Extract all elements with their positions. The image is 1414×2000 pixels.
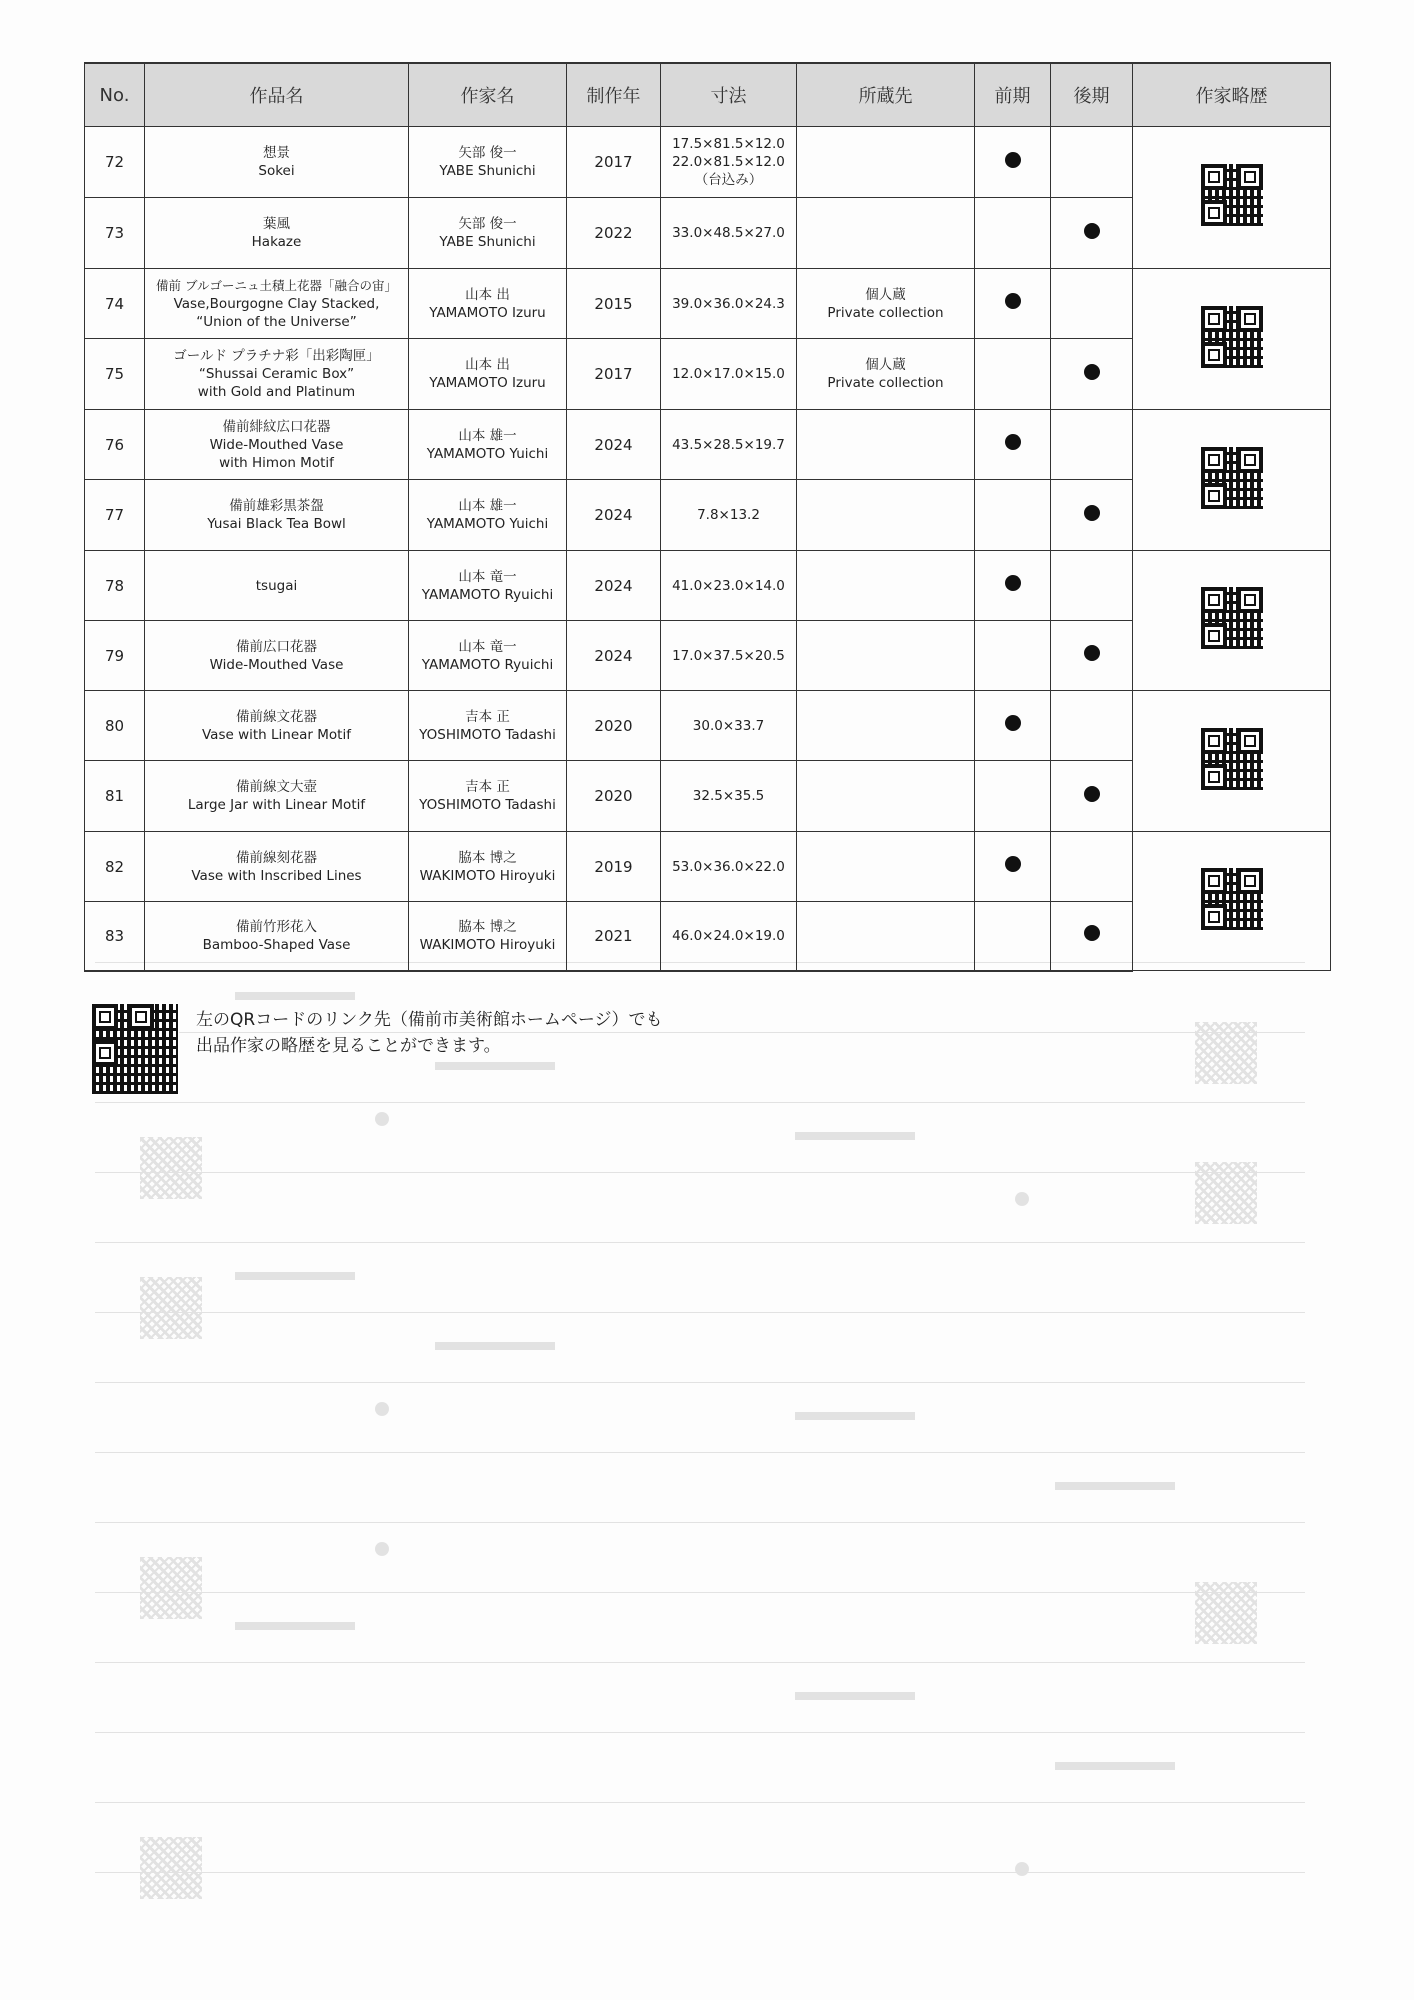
work-title <box>145 832 409 902</box>
title-en: Large Jar with Linear Motif <box>187 797 366 813</box>
work-title <box>145 127 409 198</box>
first-period-mark <box>975 269 1051 339</box>
owner-en: Private collection <box>827 304 944 321</box>
first-period-mark <box>975 198 1051 269</box>
table-row <box>85 410 1331 480</box>
works-table <box>84 62 1331 972</box>
dimensions-line: 22.0×81.5×12.0 <box>672 154 785 170</box>
qr-code-icon[interactable] <box>1201 164 1263 226</box>
artist-en: YAMAMOTO Izuru <box>429 304 546 321</box>
artist-en: WAKIMOTO Hiroyuki <box>419 867 556 884</box>
title-en: Sokei <box>258 163 295 179</box>
artist-bio-qr[interactable] <box>1133 832 1331 971</box>
owner <box>797 198 975 269</box>
qr-code-icon[interactable] <box>1201 868 1263 930</box>
second-period-mark <box>1051 691 1133 761</box>
header-second-period: 後期 <box>1051 63 1133 127</box>
artist-en: YAMAMOTO Izuru <box>429 375 546 391</box>
artist-en: YOSHIMOTO Tadashi <box>419 797 556 813</box>
exhibited-dot-icon <box>1084 364 1100 380</box>
owner <box>797 339 975 410</box>
second-period-mark <box>1051 551 1133 621</box>
artist-en: WAKIMOTO Hiroyuki <box>419 936 556 953</box>
artist-bio-qr[interactable] <box>1133 551 1331 691</box>
artist-name <box>409 621 567 691</box>
artist-ja: 山本 出 <box>465 286 510 303</box>
artist-name <box>409 410 567 480</box>
exhibited-dot-icon <box>1084 645 1100 661</box>
row-number: 83 <box>85 902 145 971</box>
second-period-mark <box>1051 127 1133 198</box>
artist-name <box>409 902 567 971</box>
table-row <box>85 269 1331 339</box>
year: 2020 <box>567 691 661 761</box>
year: 2024 <box>567 551 661 621</box>
qr-code-icon[interactable] <box>92 1004 178 1094</box>
year: 2015 <box>567 269 661 339</box>
dimensions: 33.0×48.5×27.0 <box>661 198 797 269</box>
exhibited-dot-icon <box>1005 434 1021 450</box>
artist-name <box>409 480 567 551</box>
artist-name <box>409 761 567 832</box>
year: 2017 <box>567 339 661 410</box>
exhibited-dot-icon <box>1005 152 1021 168</box>
row-number: 72 <box>85 127 145 198</box>
title-en: Wide-Mouthed Vase <box>209 436 344 453</box>
owner <box>797 551 975 621</box>
work-title <box>145 269 409 339</box>
second-period-mark <box>1051 621 1133 691</box>
artist-name <box>409 198 567 269</box>
year: 2024 <box>567 621 661 691</box>
artist-en: YABE Shunichi <box>439 163 536 179</box>
owner <box>797 761 975 832</box>
row-number: 73 <box>85 198 145 269</box>
artist-en: YOSHIMOTO Tadashi <box>419 726 556 743</box>
dimensions: 46.0×24.0×19.0 <box>661 902 797 971</box>
year: 2017 <box>567 127 661 198</box>
header-artist-bio: 作家略歴 <box>1133 63 1331 127</box>
artist-en: YAMAMOTO Yuichi <box>426 445 549 462</box>
dimensions-note: （台込み） <box>694 172 763 188</box>
year: 2024 <box>567 480 661 551</box>
artist-bio-qr[interactable] <box>1133 410 1331 551</box>
year: 2019 <box>567 832 661 902</box>
artist-ja: 脇本 博之 <box>458 918 517 935</box>
qr-code-icon[interactable] <box>1201 587 1263 649</box>
dimensions: 12.0×17.0×15.0 <box>661 339 797 410</box>
dimensions: 39.0×36.0×24.3 <box>661 269 797 339</box>
year: 2020 <box>567 761 661 832</box>
header-size: 寸法 <box>661 63 797 127</box>
artist-ja: 矢部 俊一 <box>458 145 517 161</box>
dimensions <box>661 127 797 198</box>
artist-en: YABE Shunichi <box>439 234 536 250</box>
artist-ja: 山本 雄一 <box>458 427 517 444</box>
title-en: Yusai Black Tea Bowl <box>207 516 346 532</box>
artist-name <box>409 127 567 198</box>
title-en: Wide-Mouthed Vase <box>209 656 344 673</box>
first-period-mark <box>975 691 1051 761</box>
dimensions: 7.8×13.2 <box>661 480 797 551</box>
row-number: 78 <box>85 551 145 621</box>
artist-en: YAMAMOTO Ryuichi <box>421 586 554 603</box>
dimensions-line: 17.5×81.5×12.0 <box>672 136 785 152</box>
qr-code-icon[interactable] <box>1201 306 1263 368</box>
table-row <box>85 127 1331 198</box>
title-en: with Gold and Platinum <box>197 384 356 400</box>
owner <box>797 410 975 480</box>
row-number: 79 <box>85 621 145 691</box>
title-ja: 備前 ブルゴーニュ土積上花器「融合の宙」 <box>156 277 397 293</box>
artist-ja: 吉本 正 <box>465 779 510 795</box>
row-number: 81 <box>85 761 145 832</box>
row-number: 76 <box>85 410 145 480</box>
owner-ja: 個人蔵 <box>865 286 906 303</box>
artist-name <box>409 551 567 621</box>
second-period-mark <box>1051 902 1133 971</box>
museum-homepage-qr[interactable] <box>92 1004 178 1098</box>
owner <box>797 902 975 971</box>
second-period-mark <box>1051 410 1133 480</box>
dimensions: 17.0×37.5×20.5 <box>661 621 797 691</box>
qr-code-icon[interactable] <box>1201 728 1263 790</box>
dimensions: 43.5×28.5×19.7 <box>661 410 797 480</box>
artist-name <box>409 691 567 761</box>
owner-en: Private collection <box>827 375 944 391</box>
table-row <box>85 832 1331 902</box>
exhibited-dot-icon <box>1084 786 1100 802</box>
artist-ja: 脇本 博之 <box>458 849 517 866</box>
first-period-mark <box>975 902 1051 971</box>
title-en: Bamboo-Shaped Vase <box>202 936 351 953</box>
work-title <box>145 339 409 410</box>
title-ja: 備前線文花器 <box>236 708 317 725</box>
dimensions: 30.0×33.7 <box>661 691 797 761</box>
exhibited-dot-icon <box>1084 505 1100 521</box>
row-number: 80 <box>85 691 145 761</box>
header-year: 制作年 <box>567 63 661 127</box>
artist-ja: 山本 雄一 <box>458 498 517 514</box>
year: 2024 <box>567 410 661 480</box>
artist-bio-qr[interactable] <box>1133 691 1331 832</box>
first-period-mark <box>975 127 1051 198</box>
owner <box>797 269 975 339</box>
owner-ja: 個人蔵 <box>865 357 906 373</box>
table-header <box>85 63 1331 127</box>
header-first-period: 前期 <box>975 63 1051 127</box>
row-number: 77 <box>85 480 145 551</box>
title-en: Vase,Bourgogne Clay Stacked, <box>173 295 380 312</box>
owner <box>797 691 975 761</box>
artist-ja: 吉本 正 <box>465 708 510 725</box>
first-period-mark <box>975 621 1051 691</box>
owner <box>797 621 975 691</box>
owner <box>797 127 975 198</box>
qr-note-line: 出品作家の略歴を見ることができます。 <box>196 1036 501 1056</box>
exhibited-dot-icon <box>1084 925 1100 941</box>
artist-ja: 山本 竜一 <box>458 568 517 585</box>
work-title <box>145 410 409 480</box>
first-period-mark <box>975 339 1051 410</box>
title-en: with Himon Motif <box>219 454 334 471</box>
header-no: No. <box>85 63 145 127</box>
title-en: Vase with Linear Motif <box>202 726 351 743</box>
second-period-mark <box>1051 269 1133 339</box>
title-ja: 葉風 <box>263 216 290 232</box>
dimensions: 32.5×35.5 <box>661 761 797 832</box>
work-title <box>145 480 409 551</box>
owner <box>797 480 975 551</box>
work-title <box>145 621 409 691</box>
header-title: 作品名 <box>145 63 409 127</box>
work-title <box>145 902 409 971</box>
year: 2022 <box>567 198 661 269</box>
second-period-mark <box>1051 339 1133 410</box>
second-period-mark <box>1051 480 1133 551</box>
work-title <box>145 761 409 832</box>
title-ja: 備前広口花器 <box>236 638 317 655</box>
work-title <box>145 691 409 761</box>
exhibited-dot-icon <box>1084 223 1100 239</box>
title-en: “Union of the Universe” <box>196 313 357 330</box>
second-period-mark <box>1051 198 1133 269</box>
title-ja: 備前竹形花入 <box>236 918 317 935</box>
artist-bio-qr[interactable] <box>1133 269 1331 410</box>
qr-note <box>196 1007 896 1059</box>
year: 2021 <box>567 902 661 971</box>
table-row <box>85 691 1331 761</box>
owner <box>797 832 975 902</box>
title-ja: 備前緋紋広口花器 <box>222 418 331 435</box>
work-title <box>145 198 409 269</box>
title-ja: 備前線刻花器 <box>236 849 317 866</box>
first-period-mark <box>975 761 1051 832</box>
row-number: 82 <box>85 832 145 902</box>
title-ja: 備前線文大壺 <box>236 779 317 795</box>
artist-ja: 山本 出 <box>465 357 510 373</box>
first-period-mark <box>975 480 1051 551</box>
dimensions: 53.0×36.0×22.0 <box>661 832 797 902</box>
work-title <box>145 551 409 621</box>
artist-name <box>409 832 567 902</box>
artist-name <box>409 339 567 410</box>
artist-ja: 矢部 俊一 <box>458 216 517 232</box>
exhibited-dot-icon <box>1005 293 1021 309</box>
artist-bio-qr[interactable] <box>1133 127 1331 269</box>
title-en: Vase with Inscribed Lines <box>191 867 362 884</box>
exhibited-dot-icon <box>1005 575 1021 591</box>
exhibited-dot-icon <box>1005 715 1021 731</box>
first-period-mark <box>975 551 1051 621</box>
reverse-side-show-through <box>95 962 1305 1962</box>
title-ja: 想景 <box>263 145 290 161</box>
second-period-mark <box>1051 832 1133 902</box>
title-en: tsugai <box>255 577 298 594</box>
title-en: “Shussai Ceramic Box” <box>198 366 355 382</box>
qr-code-icon[interactable] <box>1201 447 1263 509</box>
artist-en: YAMAMOTO Ryuichi <box>421 656 554 673</box>
dimensions: 41.0×23.0×14.0 <box>661 551 797 621</box>
exhibited-dot-icon <box>1005 856 1021 872</box>
artist-name <box>409 269 567 339</box>
first-period-mark <box>975 410 1051 480</box>
title-ja: 備前雄彩黒茶盌 <box>229 498 324 514</box>
row-number: 74 <box>85 269 145 339</box>
first-period-mark <box>975 832 1051 902</box>
artist-en: YAMAMOTO Yuichi <box>426 516 549 532</box>
artist-ja: 山本 竜一 <box>458 638 517 655</box>
qr-note-line: 左のQRコードのリンク先（備前市美術館ホームページ）でも <box>196 1010 663 1030</box>
header-owner: 所蔵先 <box>797 63 975 127</box>
second-period-mark <box>1051 761 1133 832</box>
title-en: Hakaze <box>251 234 302 250</box>
row-number: 75 <box>85 339 145 410</box>
header-artist: 作家名 <box>409 63 567 127</box>
table-row <box>85 551 1331 621</box>
title-ja: ゴールド プラチナ彩「出彩陶匣」 <box>173 348 380 364</box>
